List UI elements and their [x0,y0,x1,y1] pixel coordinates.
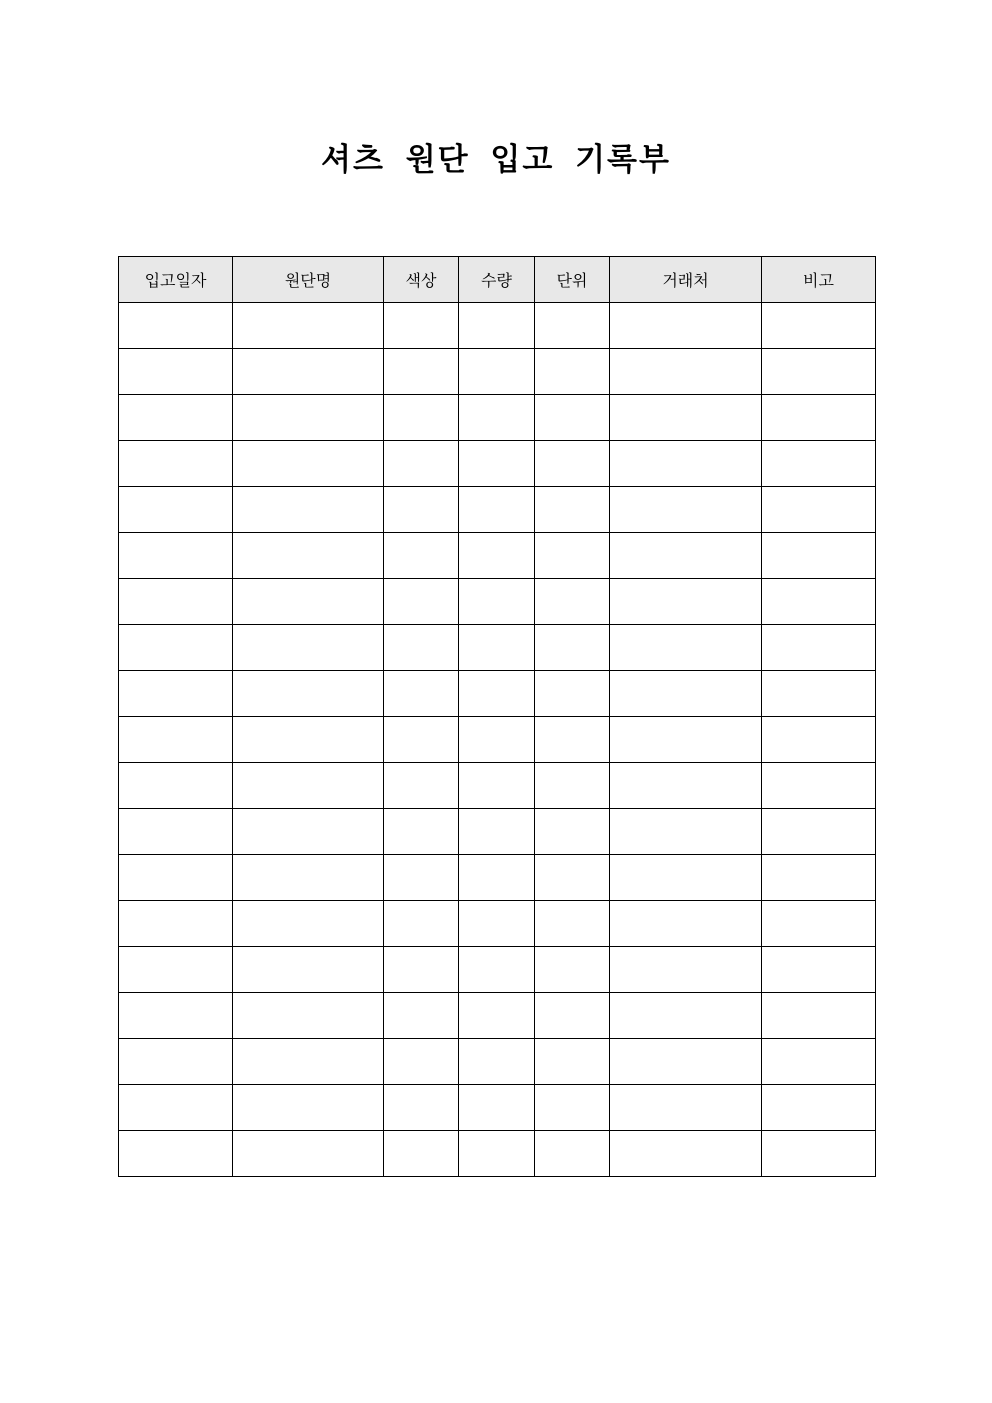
cell-remarks[interactable] [762,533,876,579]
cell-intake-date[interactable] [119,947,233,993]
cell-quantity[interactable] [459,901,535,947]
cell-color[interactable] [384,395,459,441]
header-fabric-name: 원단명 [233,257,384,303]
cell-color[interactable] [384,809,459,855]
cell-supplier[interactable] [610,1039,762,1085]
cell-color[interactable] [384,1131,459,1177]
cell-fabric-name[interactable] [233,487,384,533]
table-row [119,947,876,993]
cell-unit[interactable] [535,901,610,947]
cell-fabric-name[interactable] [233,763,384,809]
cell-unit[interactable] [535,947,610,993]
cell-color[interactable] [384,1039,459,1085]
cell-remarks[interactable] [762,993,876,1039]
cell-quantity[interactable] [459,855,535,901]
cell-fabric-name[interactable] [233,533,384,579]
cell-supplier[interactable] [610,1085,762,1131]
page-title: 셔츠 원단 입고 기록부 [321,142,671,178]
cell-fabric-name[interactable] [233,625,384,671]
cell-fabric-name[interactable] [233,901,384,947]
cell-remarks[interactable] [762,349,876,395]
cell-fabric-name[interactable] [233,303,384,349]
cell-fabric-name[interactable] [233,1131,384,1177]
header-unit: 단위 [535,257,610,303]
cell-supplier[interactable] [610,579,762,625]
cell-intake-date[interactable] [119,579,233,625]
cell-unit[interactable] [535,1131,610,1177]
table-row [119,993,876,1039]
table-row [119,625,876,671]
cell-remarks[interactable] [762,487,876,533]
cell-intake-date[interactable] [119,717,233,763]
cell-intake-date[interactable] [119,1131,233,1177]
table-row [119,487,876,533]
cell-unit[interactable] [535,625,610,671]
cell-remarks[interactable] [762,441,876,487]
cell-intake-date[interactable] [119,901,233,947]
cell-remarks[interactable] [762,717,876,763]
table-row [119,717,876,763]
header-color: 색상 [384,257,459,303]
cell-fabric-name[interactable] [233,579,384,625]
cell-supplier[interactable] [610,763,762,809]
cell-remarks[interactable] [762,625,876,671]
table-row [119,763,876,809]
cell-fabric-name[interactable] [233,809,384,855]
cell-intake-date[interactable] [119,1085,233,1131]
cell-color[interactable] [384,349,459,395]
cell-intake-date[interactable] [119,395,233,441]
cell-quantity[interactable] [459,809,535,855]
cell-supplier[interactable] [610,441,762,487]
cell-quantity[interactable] [459,717,535,763]
cell-remarks[interactable] [762,855,876,901]
cell-unit[interactable] [535,809,610,855]
cell-color[interactable] [384,993,459,1039]
cell-intake-date[interactable] [119,487,233,533]
cell-quantity[interactable] [459,395,535,441]
cell-fabric-name[interactable] [233,1039,384,1085]
cell-quantity[interactable] [459,579,535,625]
cell-color[interactable] [384,441,459,487]
table-row [119,395,876,441]
cell-fabric-name[interactable] [233,441,384,487]
cell-quantity[interactable] [459,1085,535,1131]
cell-color[interactable] [384,717,459,763]
cell-unit[interactable] [535,1039,610,1085]
cell-remarks[interactable] [762,1039,876,1085]
cell-quantity[interactable] [459,487,535,533]
cell-unit[interactable] [535,717,610,763]
cell-color[interactable] [384,625,459,671]
header-supplier: 거래처 [610,257,762,303]
cell-intake-date[interactable] [119,855,233,901]
cell-unit[interactable] [535,395,610,441]
cell-color[interactable] [384,855,459,901]
cell-quantity[interactable] [459,947,535,993]
cell-unit[interactable] [535,533,610,579]
cell-quantity[interactable] [459,671,535,717]
cell-supplier[interactable] [610,487,762,533]
table-row [119,441,876,487]
cell-unit[interactable] [535,487,610,533]
cell-fabric-name[interactable] [233,717,384,763]
cell-intake-date[interactable] [119,763,233,809]
cell-color[interactable] [384,487,459,533]
cell-supplier[interactable] [610,625,762,671]
cell-remarks[interactable] [762,1131,876,1177]
table-row [119,901,876,947]
cell-quantity[interactable] [459,625,535,671]
cell-color[interactable] [384,947,459,993]
table-row [119,303,876,349]
cell-intake-date[interactable] [119,533,233,579]
cell-color[interactable] [384,1085,459,1131]
cell-fabric-name[interactable] [233,395,384,441]
cell-supplier[interactable] [610,1131,762,1177]
cell-intake-date[interactable] [119,349,233,395]
header-quantity: 수량 [459,257,535,303]
table-row [119,809,876,855]
cell-quantity[interactable] [459,993,535,1039]
cell-supplier[interactable] [610,993,762,1039]
table-row [119,1085,876,1131]
table-row [119,349,876,395]
cell-quantity[interactable] [459,533,535,579]
cell-quantity[interactable] [459,441,535,487]
cell-intake-date[interactable] [119,441,233,487]
cell-supplier[interactable] [610,855,762,901]
cell-fabric-name[interactable] [233,855,384,901]
cell-fabric-name[interactable] [233,349,384,395]
cell-remarks[interactable] [762,579,876,625]
cell-remarks[interactable] [762,671,876,717]
cell-fabric-name[interactable] [233,1085,384,1131]
header-remarks: 비고 [762,257,876,303]
cell-color[interactable] [384,533,459,579]
cell-color[interactable] [384,763,459,809]
cell-supplier[interactable] [610,395,762,441]
cell-unit[interactable] [535,855,610,901]
cell-unit[interactable] [535,671,610,717]
cell-fabric-name[interactable] [233,993,384,1039]
cell-fabric-name[interactable] [233,947,384,993]
cell-supplier[interactable] [610,901,762,947]
table-row [119,671,876,717]
cell-intake-date[interactable] [119,303,233,349]
cell-intake-date[interactable] [119,625,233,671]
cell-intake-date[interactable] [119,809,233,855]
cell-supplier[interactable] [610,303,762,349]
cell-unit[interactable] [535,1085,610,1131]
cell-quantity[interactable] [459,1131,535,1177]
cell-supplier[interactable] [610,809,762,855]
cell-quantity[interactable] [459,763,535,809]
cell-color[interactable] [384,901,459,947]
cell-quantity[interactable] [459,303,535,349]
cell-unit[interactable] [535,303,610,349]
cell-quantity[interactable] [459,1039,535,1085]
cell-remarks[interactable] [762,763,876,809]
table-row [119,533,876,579]
cell-unit[interactable] [535,763,610,809]
cell-supplier[interactable] [610,533,762,579]
cell-remarks[interactable] [762,809,876,855]
cell-supplier[interactable] [610,717,762,763]
cell-intake-date[interactable] [119,671,233,717]
cell-color[interactable] [384,671,459,717]
cell-quantity[interactable] [459,349,535,395]
intake-log-table [118,256,876,1177]
cell-remarks[interactable] [762,303,876,349]
table-row [119,1131,876,1177]
cell-remarks[interactable] [762,947,876,993]
cell-intake-date[interactable] [119,993,233,1039]
table-row [119,855,876,901]
cell-unit[interactable] [535,349,610,395]
cell-unit[interactable] [535,579,610,625]
header-intake-date: 입고일자 [119,257,233,303]
cell-supplier[interactable] [610,947,762,993]
table-row [119,1039,876,1085]
header-row [119,257,876,303]
table-body [119,303,876,1177]
cell-color[interactable] [384,579,459,625]
cell-unit[interactable] [535,993,610,1039]
cell-fabric-name[interactable] [233,671,384,717]
cell-intake-date[interactable] [119,1039,233,1085]
cell-remarks[interactable] [762,395,876,441]
cell-supplier[interactable] [610,349,762,395]
cell-unit[interactable] [535,441,610,487]
cell-color[interactable] [384,303,459,349]
cell-remarks[interactable] [762,1085,876,1131]
cell-remarks[interactable] [762,901,876,947]
table-row [119,579,876,625]
cell-supplier[interactable] [610,671,762,717]
